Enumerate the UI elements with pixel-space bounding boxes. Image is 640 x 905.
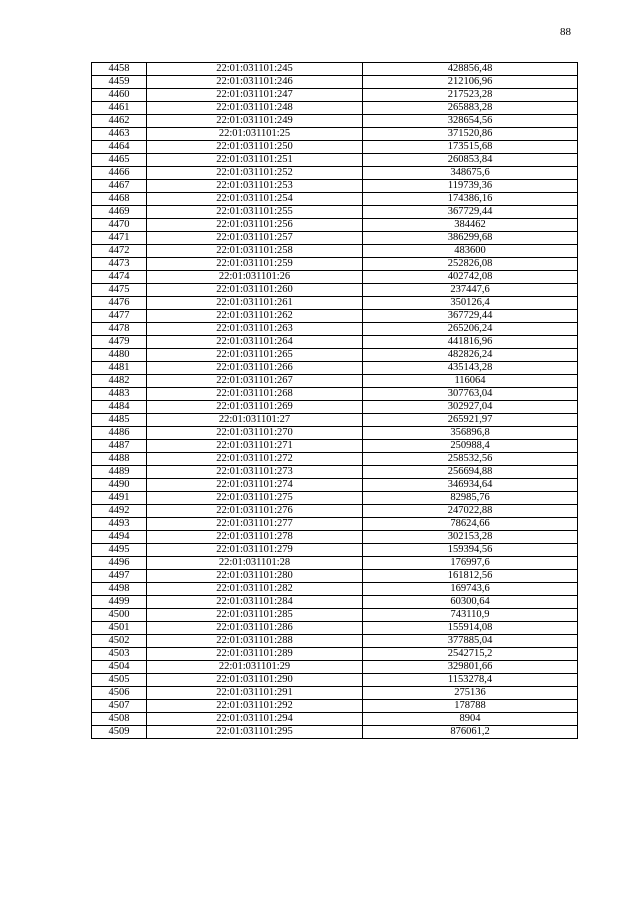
cadastral-number-cell: 22:01:031101:270 [147, 427, 363, 440]
value-cell: 384462 [363, 219, 578, 232]
value-cell: 252826,08 [363, 258, 578, 271]
page-number: 88 [560, 26, 571, 38]
row-number-cell: 4486 [92, 427, 147, 440]
cadastral-number-cell: 22:01:031101:271 [147, 440, 363, 453]
table-row [92, 687, 578, 700]
cadastral-number-cell: 22:01:031101:295 [147, 726, 363, 739]
value-cell: 876061,2 [363, 726, 578, 739]
row-number-cell: 4502 [92, 635, 147, 648]
row-number-cell: 4470 [92, 219, 147, 232]
value-cell: 217523,28 [363, 89, 578, 102]
row-number-cell: 4484 [92, 401, 147, 414]
table-row [92, 362, 578, 375]
row-number-cell: 4472 [92, 245, 147, 258]
cadastral-number-cell: 22:01:031101:259 [147, 258, 363, 271]
table-row [92, 414, 578, 427]
row-number-cell: 4493 [92, 518, 147, 531]
row-number-cell: 4503 [92, 648, 147, 661]
table-row [92, 622, 578, 635]
value-cell: 82985,76 [363, 492, 578, 505]
table-row [92, 505, 578, 518]
table-row [92, 648, 578, 661]
value-cell: 78624,66 [363, 518, 578, 531]
value-cell: 483600 [363, 245, 578, 258]
table-row [92, 518, 578, 531]
row-number-cell: 4467 [92, 180, 147, 193]
table-row [92, 245, 578, 258]
value-cell: 743110,9 [363, 609, 578, 622]
row-number-cell: 4458 [92, 63, 147, 76]
value-cell: 428856,48 [363, 63, 578, 76]
row-number-cell: 4495 [92, 544, 147, 557]
value-cell: 350126,4 [363, 297, 578, 310]
row-number-cell: 4461 [92, 102, 147, 115]
table-row [92, 284, 578, 297]
value-cell: 173515,68 [363, 141, 578, 154]
table-row [92, 102, 578, 115]
table-row [92, 557, 578, 570]
value-cell: 265206,24 [363, 323, 578, 336]
cadastral-number-cell: 22:01:031101:278 [147, 531, 363, 544]
row-number-cell: 4491 [92, 492, 147, 505]
table-row [92, 128, 578, 141]
value-cell: 256694,88 [363, 466, 578, 479]
table-row [92, 141, 578, 154]
row-number-cell: 4487 [92, 440, 147, 453]
table-row [92, 76, 578, 89]
table-row [92, 596, 578, 609]
cadastral-number-cell: 22:01:031101:288 [147, 635, 363, 648]
cadastral-number-cell: 22:01:031101:292 [147, 700, 363, 713]
cadastral-number-cell: 22:01:031101:263 [147, 323, 363, 336]
row-number-cell: 4479 [92, 336, 147, 349]
row-number-cell: 4477 [92, 310, 147, 323]
row-number-cell: 4490 [92, 479, 147, 492]
cadastral-number-cell: 22:01:031101:261 [147, 297, 363, 310]
table-row [92, 271, 578, 284]
cadastral-number-cell: 22:01:031101:275 [147, 492, 363, 505]
value-cell: 377885,04 [363, 635, 578, 648]
cadastral-number-cell: 22:01:031101:247 [147, 89, 363, 102]
cadastral-number-cell: 22:01:031101:266 [147, 362, 363, 375]
value-cell: 346934,64 [363, 479, 578, 492]
value-cell: 328654,56 [363, 115, 578, 128]
cadastral-number-cell: 22:01:031101:246 [147, 76, 363, 89]
data-table [91, 62, 578, 739]
value-cell: 247022,88 [363, 505, 578, 518]
row-number-cell: 4459 [92, 76, 147, 89]
cadastral-number-cell: 22:01:031101:255 [147, 206, 363, 219]
value-cell: 302927,04 [363, 401, 578, 414]
row-number-cell: 4500 [92, 609, 147, 622]
value-cell: 174386,16 [363, 193, 578, 206]
value-cell: 178788 [363, 700, 578, 713]
table-body [92, 63, 578, 739]
row-number-cell: 4505 [92, 674, 147, 687]
row-number-cell: 4504 [92, 661, 147, 674]
row-number-cell: 4466 [92, 167, 147, 180]
cadastral-number-cell: 22:01:031101:269 [147, 401, 363, 414]
table-row [92, 544, 578, 557]
table-row [92, 466, 578, 479]
cadastral-number-cell: 22:01:031101:280 [147, 570, 363, 583]
value-cell: 356896,8 [363, 427, 578, 440]
value-cell: 250988,4 [363, 440, 578, 453]
row-number-cell: 4497 [92, 570, 147, 583]
value-cell: 435143,28 [363, 362, 578, 375]
table-row [92, 167, 578, 180]
cadastral-number-cell: 22:01:031101:253 [147, 180, 363, 193]
table-row [92, 713, 578, 726]
table-row [92, 258, 578, 271]
row-number-cell: 4499 [92, 596, 147, 609]
table-row [92, 89, 578, 102]
value-cell: 155914,08 [363, 622, 578, 635]
value-cell: 116064 [363, 375, 578, 388]
row-number-cell: 4494 [92, 531, 147, 544]
cadastral-number-cell: 22:01:031101:286 [147, 622, 363, 635]
cadastral-number-cell: 22:01:031101:279 [147, 544, 363, 557]
cadastral-number-cell: 22:01:031101:291 [147, 687, 363, 700]
table-row [92, 661, 578, 674]
table-row [92, 531, 578, 544]
value-cell: 258532,56 [363, 453, 578, 466]
value-cell: 8904 [363, 713, 578, 726]
row-number-cell: 4509 [92, 726, 147, 739]
table-row [92, 674, 578, 687]
table-row [92, 336, 578, 349]
value-cell: 176997,6 [363, 557, 578, 570]
cadastral-number-cell: 22:01:031101:248 [147, 102, 363, 115]
table-row [92, 635, 578, 648]
table-row [92, 349, 578, 362]
value-cell: 348675,6 [363, 167, 578, 180]
cadastral-number-cell: 22:01:031101:258 [147, 245, 363, 258]
table-row [92, 479, 578, 492]
cadastral-number-cell: 22:01:031101:267 [147, 375, 363, 388]
cadastral-number-cell: 22:01:031101:250 [147, 141, 363, 154]
cadastral-number-cell: 22:01:031101:282 [147, 583, 363, 596]
row-number-cell: 4475 [92, 284, 147, 297]
cadastral-number-cell: 22:01:031101:268 [147, 388, 363, 401]
cadastral-number-cell: 22:01:031101:276 [147, 505, 363, 518]
row-number-cell: 4473 [92, 258, 147, 271]
value-cell: 441816,96 [363, 336, 578, 349]
row-number-cell: 4482 [92, 375, 147, 388]
cadastral-number-cell: 22:01:031101:26 [147, 271, 363, 284]
row-number-cell: 4508 [92, 713, 147, 726]
cadastral-number-cell: 22:01:031101:260 [147, 284, 363, 297]
value-cell: 386299,68 [363, 232, 578, 245]
value-cell: 329801,66 [363, 661, 578, 674]
cadastral-number-cell: 22:01:031101:257 [147, 232, 363, 245]
row-number-cell: 4501 [92, 622, 147, 635]
table-row [92, 193, 578, 206]
cadastral-number-cell: 22:01:031101:277 [147, 518, 363, 531]
cadastral-number-cell: 22:01:031101:265 [147, 349, 363, 362]
cadastral-number-cell: 22:01:031101:262 [147, 310, 363, 323]
value-cell: 265883,28 [363, 102, 578, 115]
row-number-cell: 4481 [92, 362, 147, 375]
table-row [92, 310, 578, 323]
value-cell: 265921,97 [363, 414, 578, 427]
cadastral-number-cell: 22:01:031101:254 [147, 193, 363, 206]
table-row [92, 297, 578, 310]
row-number-cell: 4476 [92, 297, 147, 310]
row-number-cell: 4489 [92, 466, 147, 479]
row-number-cell: 4465 [92, 154, 147, 167]
table-row [92, 375, 578, 388]
row-number-cell: 4468 [92, 193, 147, 206]
cadastral-number-cell: 22:01:031101:29 [147, 661, 363, 674]
value-cell: 302153,28 [363, 531, 578, 544]
table-row [92, 440, 578, 453]
cadastral-number-cell: 22:01:031101:274 [147, 479, 363, 492]
table-row [92, 427, 578, 440]
value-cell: 212106,96 [363, 76, 578, 89]
value-cell: 60300,64 [363, 596, 578, 609]
row-number-cell: 4462 [92, 115, 147, 128]
cadastral-number-cell: 22:01:031101:294 [147, 713, 363, 726]
cadastral-number-cell: 22:01:031101:245 [147, 63, 363, 76]
value-cell: 482826,24 [363, 349, 578, 362]
table-row [92, 154, 578, 167]
table-row [92, 609, 578, 622]
table-row [92, 115, 578, 128]
table-row [92, 492, 578, 505]
table-row [92, 232, 578, 245]
table-row [92, 219, 578, 232]
row-number-cell: 4507 [92, 700, 147, 713]
value-cell: 2542715,2 [363, 648, 578, 661]
value-cell: 161812,56 [363, 570, 578, 583]
row-number-cell: 4483 [92, 388, 147, 401]
row-number-cell: 4496 [92, 557, 147, 570]
row-number-cell: 4474 [92, 271, 147, 284]
value-cell: 169743,6 [363, 583, 578, 596]
cadastral-number-cell: 22:01:031101:264 [147, 336, 363, 349]
value-cell: 307763,04 [363, 388, 578, 401]
row-number-cell: 4506 [92, 687, 147, 700]
value-cell: 367729,44 [363, 206, 578, 219]
row-number-cell: 4492 [92, 505, 147, 518]
table-row [92, 63, 578, 76]
table-row [92, 570, 578, 583]
row-number-cell: 4469 [92, 206, 147, 219]
table-row [92, 180, 578, 193]
cadastral-number-cell: 22:01:031101:25 [147, 128, 363, 141]
table-row [92, 453, 578, 466]
value-cell: 402742,08 [363, 271, 578, 284]
row-number-cell: 4471 [92, 232, 147, 245]
cadastral-number-cell: 22:01:031101:284 [147, 596, 363, 609]
value-cell: 367729,44 [363, 310, 578, 323]
table-row [92, 583, 578, 596]
row-number-cell: 4464 [92, 141, 147, 154]
cadastral-number-cell: 22:01:031101:285 [147, 609, 363, 622]
cadastral-number-cell: 22:01:031101:273 [147, 466, 363, 479]
cadastral-number-cell: 22:01:031101:28 [147, 557, 363, 570]
cadastral-number-cell: 22:01:031101:251 [147, 154, 363, 167]
row-number-cell: 4480 [92, 349, 147, 362]
value-cell: 260853,84 [363, 154, 578, 167]
value-cell: 237447,6 [363, 284, 578, 297]
table-row [92, 700, 578, 713]
row-number-cell: 4485 [92, 414, 147, 427]
row-number-cell: 4498 [92, 583, 147, 596]
row-number-cell: 4463 [92, 128, 147, 141]
row-number-cell: 4488 [92, 453, 147, 466]
value-cell: 119739,36 [363, 180, 578, 193]
cadastral-number-cell: 22:01:031101:249 [147, 115, 363, 128]
value-cell: 1153278,4 [363, 674, 578, 687]
table-row [92, 401, 578, 414]
row-number-cell: 4478 [92, 323, 147, 336]
table-row [92, 726, 578, 739]
value-cell: 275136 [363, 687, 578, 700]
table-row [92, 206, 578, 219]
cadastral-number-cell: 22:01:031101:27 [147, 414, 363, 427]
value-cell: 371520,86 [363, 128, 578, 141]
cadastral-number-cell: 22:01:031101:272 [147, 453, 363, 466]
row-number-cell: 4460 [92, 89, 147, 102]
cadastral-number-cell: 22:01:031101:290 [147, 674, 363, 687]
cadastral-number-cell: 22:01:031101:289 [147, 648, 363, 661]
cadastral-number-cell: 22:01:031101:256 [147, 219, 363, 232]
table-row [92, 388, 578, 401]
table-row [92, 323, 578, 336]
value-cell: 159394,56 [363, 544, 578, 557]
cadastral-number-cell: 22:01:031101:252 [147, 167, 363, 180]
